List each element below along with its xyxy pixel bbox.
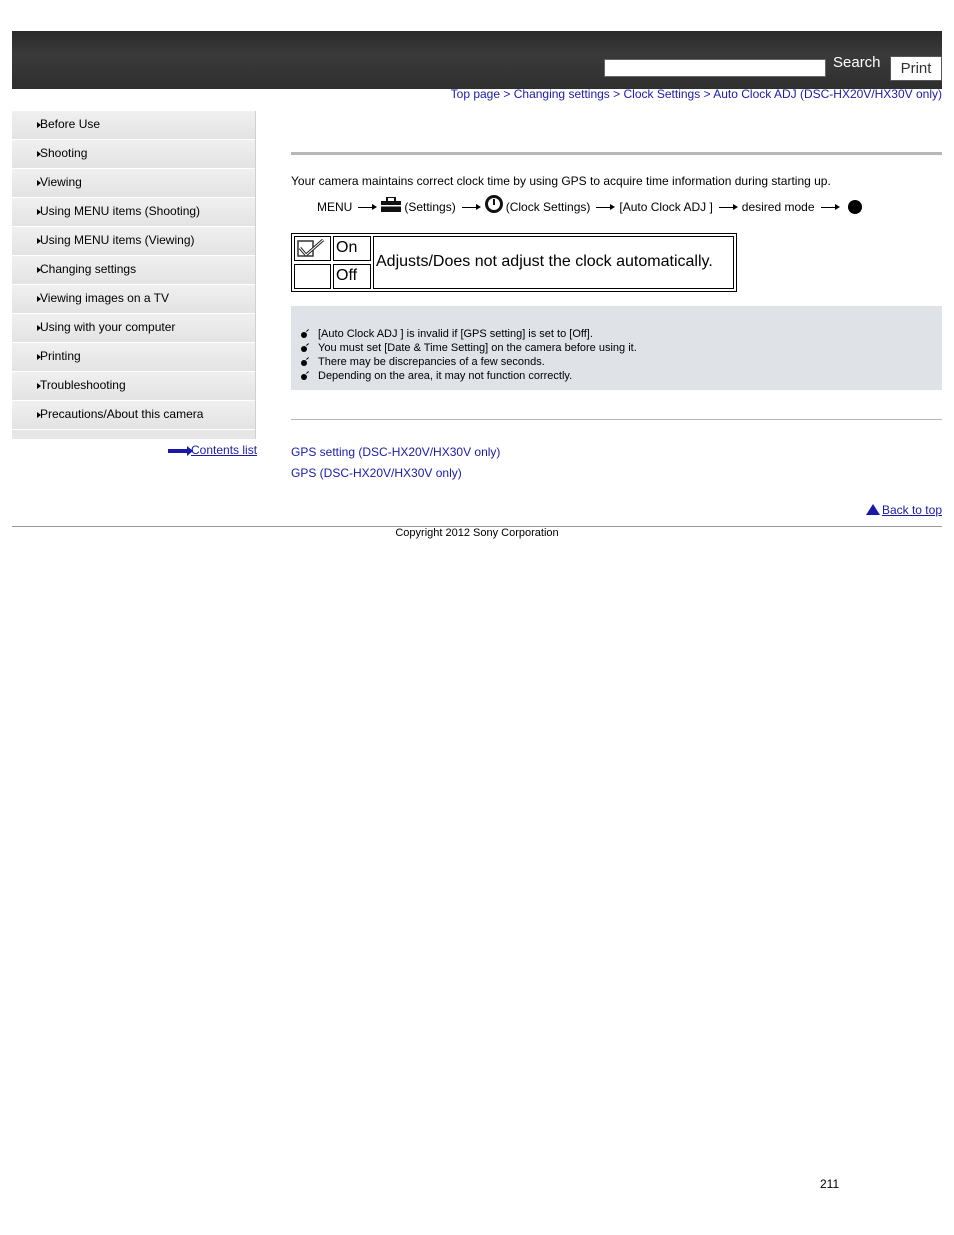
page-number: 211 bbox=[820, 1177, 840, 1191]
note-item: Depending on the area, it may not function correctly. bbox=[301, 369, 637, 383]
print-button[interactable]: Print bbox=[890, 56, 942, 81]
search-input[interactable] bbox=[604, 59, 826, 77]
breadcrumb-separator: > bbox=[613, 87, 621, 101]
sidebar-item-label: Changing settings bbox=[40, 262, 137, 276]
sidebar-item-changing-settings[interactable] bbox=[12, 256, 255, 285]
copyright-text: Copyright 2012 Sony Corporation bbox=[395, 527, 559, 539]
sidebar-item-viewing-on-tv[interactable] bbox=[12, 285, 255, 314]
breadcrumb-changing-settings[interactable]: Changing settings bbox=[513, 87, 610, 101]
sidebar-item-label: Viewing images on a TV bbox=[40, 291, 169, 305]
related-link-gps-setting[interactable]: GPS setting (DSC-HX20V/HX30V only) bbox=[291, 445, 501, 459]
caret-right-icon bbox=[37, 412, 41, 418]
arrow-right-icon bbox=[821, 207, 838, 208]
caret-right-icon bbox=[37, 180, 41, 186]
caret-right-icon bbox=[37, 122, 41, 128]
caret-right-icon bbox=[37, 151, 41, 157]
sidebar-item-label: Before Use bbox=[40, 117, 101, 131]
caret-right-icon bbox=[37, 325, 41, 331]
copyright bbox=[0, 526, 954, 540]
note-item: You must set [Date & Time Setting] on the camera before using it. bbox=[301, 341, 637, 355]
sidebar-item-label: Viewing bbox=[40, 175, 82, 189]
option-description: Adjusts/Does not adjust the clock automatically. bbox=[373, 236, 734, 289]
breadcrumb-separator: > bbox=[703, 87, 711, 101]
sidebar-item-label: Shooting bbox=[40, 146, 88, 160]
caret-right-icon bbox=[37, 267, 41, 273]
checkmark-icon bbox=[295, 237, 330, 260]
option-on: On bbox=[333, 236, 371, 261]
caret-right-icon bbox=[37, 354, 41, 360]
arrow-right-icon bbox=[596, 207, 613, 208]
notes-box bbox=[291, 306, 942, 390]
sidebar-item-label: Precautions/About this camera bbox=[40, 407, 204, 421]
title-divider bbox=[291, 152, 942, 155]
triangle-up-icon bbox=[866, 504, 880, 515]
menu-label: MENU bbox=[317, 200, 353, 214]
arrow-right-icon bbox=[462, 207, 479, 208]
options-table bbox=[291, 233, 737, 292]
sidebar-item-label: Using MENU items (Viewing) bbox=[40, 233, 195, 247]
breadcrumb-clock-settings[interactable]: Clock Settings bbox=[623, 87, 701, 101]
sidebar-item-computer[interactable] bbox=[12, 314, 255, 343]
clock-settings-label: (Clock Settings) bbox=[505, 200, 591, 214]
related-link-gps[interactable]: GPS (DSC-HX20V/HX30V only) bbox=[291, 466, 462, 480]
contents-list-label: Contents list bbox=[191, 443, 258, 457]
checkmark-cell bbox=[294, 236, 331, 261]
arrow-right-icon bbox=[719, 207, 736, 208]
caret-right-icon bbox=[37, 383, 41, 389]
arrow-right-icon bbox=[168, 449, 188, 453]
clock-icon bbox=[485, 195, 503, 213]
sidebar-item-label: Printing bbox=[40, 349, 81, 363]
breadcrumb-top-page[interactable]: Top page bbox=[450, 87, 501, 101]
back-to-top-label: Back to top bbox=[881, 503, 942, 517]
toolbox-icon bbox=[381, 197, 401, 212]
back-to-top-link[interactable] bbox=[866, 503, 942, 517]
sidebar-item-before-use[interactable] bbox=[12, 111, 255, 140]
sidebar-item-label: Troubleshooting bbox=[40, 378, 126, 392]
search-button[interactable]: Search bbox=[833, 54, 881, 71]
caret-right-icon bbox=[37, 296, 41, 302]
empty-cell bbox=[294, 264, 331, 289]
breadcrumb bbox=[451, 87, 942, 101]
note-item: [Auto Clock ADJ ] is invalid if [GPS setting] is set to [Off]. bbox=[301, 327, 637, 341]
sidebar-item-printing[interactable] bbox=[12, 343, 255, 372]
sidebar-item-label: Using MENU items (Shooting) bbox=[40, 204, 201, 218]
desired-mode-label: desired mode bbox=[741, 200, 815, 214]
arrow-right-icon bbox=[358, 207, 375, 208]
caret-right-icon bbox=[37, 209, 41, 215]
related-divider bbox=[291, 419, 942, 420]
dot-icon bbox=[848, 200, 862, 214]
sidebar-item-shooting[interactable] bbox=[12, 140, 255, 169]
sidebar-item-menu-shooting[interactable] bbox=[12, 198, 255, 227]
settings-label: (Settings) bbox=[404, 200, 456, 214]
sidebar bbox=[12, 111, 256, 439]
option-off: Off bbox=[333, 264, 371, 289]
sidebar-item-label: Using with your computer bbox=[40, 320, 176, 334]
breadcrumb-auto-clock-adj[interactable]: Auto Clock ADJ (DSC-HX20V/HX30V only) bbox=[713, 87, 942, 101]
note-item: There may be discrepancies of a few seconds. bbox=[301, 355, 637, 369]
intro-text: Your camera maintains correct clock time by using GPS to acquire time information during starting up. bbox=[291, 174, 831, 188]
sidebar-item-troubleshooting[interactable] bbox=[12, 372, 255, 401]
notes-list bbox=[301, 327, 637, 383]
sidebar-item-menu-viewing[interactable] bbox=[12, 227, 255, 256]
contents-list-link[interactable] bbox=[168, 443, 257, 457]
caret-right-icon bbox=[37, 238, 41, 244]
breadcrumb-separator: > bbox=[503, 87, 511, 101]
menu-path bbox=[317, 196, 862, 218]
auto-clock-label: [Auto Clock ADJ ] bbox=[619, 200, 713, 214]
sidebar-item-precautions[interactable] bbox=[12, 401, 255, 430]
sidebar-item-viewing[interactable] bbox=[12, 169, 255, 198]
